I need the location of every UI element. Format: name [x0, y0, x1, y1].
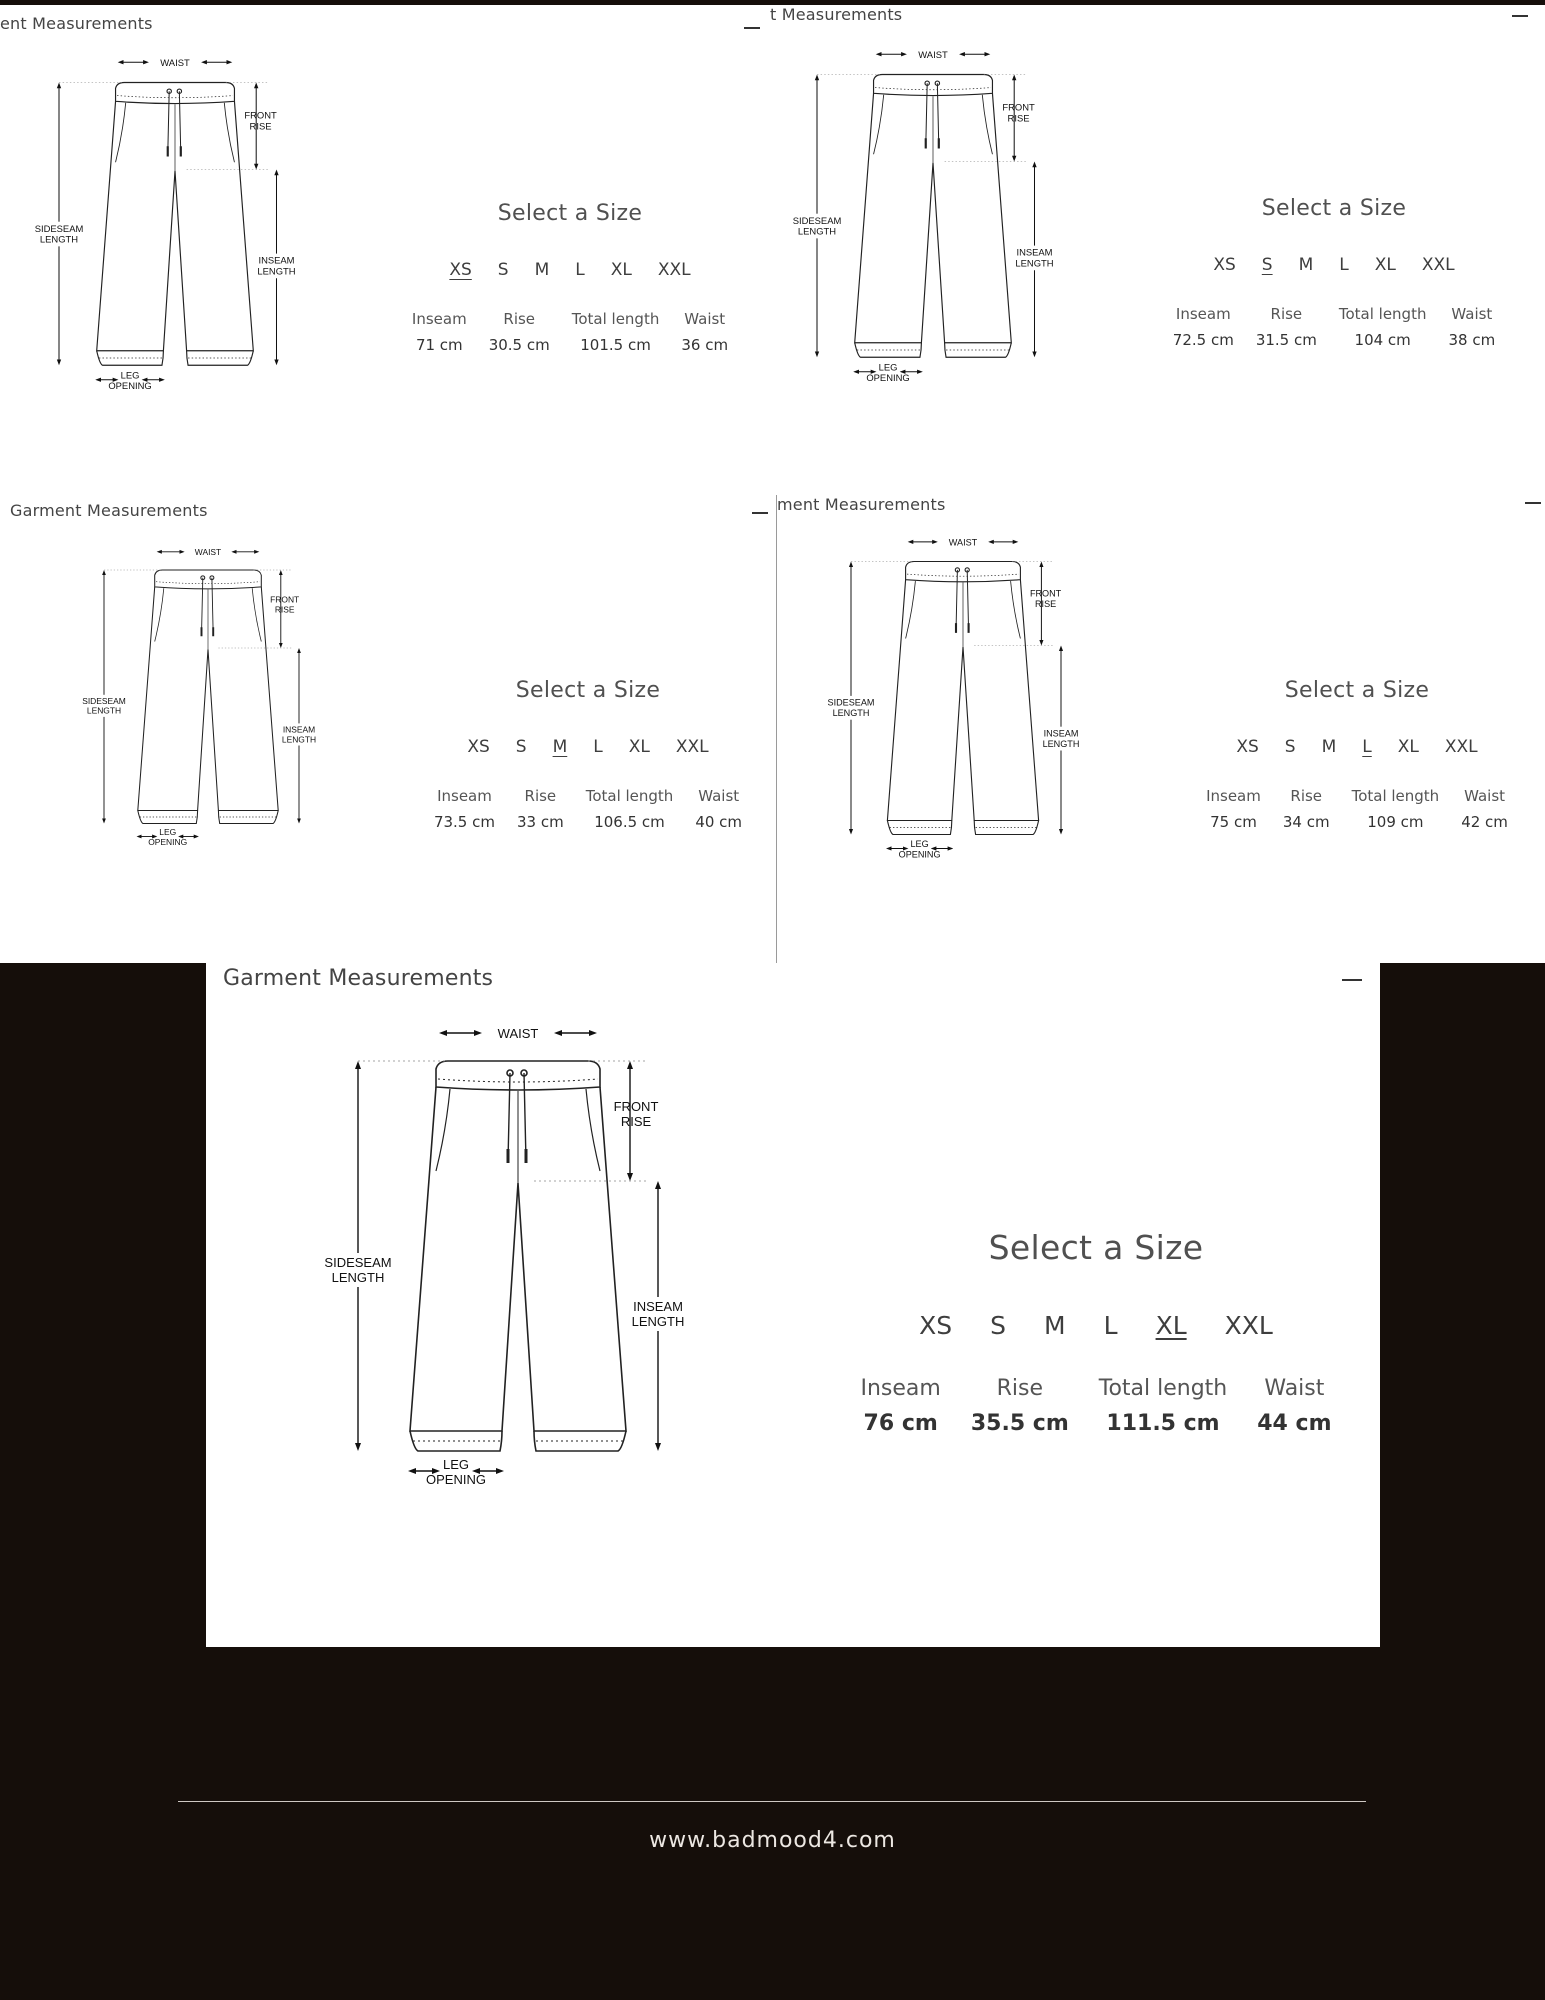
inseam-label: INSEAM — [282, 724, 316, 735]
waist-label: WAIST — [497, 1026, 539, 1041]
sideseam-label: LENGTH — [331, 1270, 385, 1285]
leg-opening-label: LEG — [878, 361, 898, 373]
leg-opening-label: OPENING — [108, 380, 152, 392]
measurements-table — [388, 787, 776, 831]
left-pocket — [155, 588, 164, 641]
left-pocket — [906, 581, 916, 638]
pants-diagram — [30, 51, 320, 491]
measurement-value: 104 cm — [1354, 331, 1411, 349]
measurement-total-length — [1341, 787, 1451, 831]
size-option-xs[interactable]: XS — [1236, 737, 1259, 757]
size-option-xxl[interactable]: XXL — [1421, 255, 1455, 275]
waist-label: WAIST — [918, 48, 948, 60]
waistband — [874, 75, 993, 96]
measurement-label: Waist — [1464, 787, 1506, 805]
measurement-label: Inseam — [860, 1376, 941, 1401]
inseam-label: INSEAM — [1043, 728, 1079, 739]
select-size-heading: Select a Size — [497, 201, 643, 226]
measurement-label: Total length — [585, 787, 674, 805]
front-rise-label: FRONT — [1002, 101, 1035, 113]
size-options — [370, 260, 764, 280]
measurement-inseam — [401, 310, 478, 354]
measurement-value: 34 cm — [1282, 813, 1330, 831]
drawstring — [508, 1073, 526, 1161]
select-size-heading: Select a Size — [1261, 196, 1407, 221]
size-option-m[interactable]: M — [552, 737, 568, 757]
pants-svg — [318, 1021, 718, 1621]
measurement-inseam — [846, 1376, 956, 1436]
front-rise-label: FRONT — [244, 109, 277, 121]
pants-outline — [97, 83, 254, 366]
select-size-heading: Select a Size — [1284, 678, 1430, 703]
measurement-value: 71 cm — [415, 336, 463, 354]
waistband — [155, 570, 262, 589]
measurement-label: Inseam — [411, 310, 467, 328]
right-pocket — [1011, 581, 1021, 638]
measurement-rise — [956, 1376, 1084, 1436]
waistband-stitch — [875, 88, 991, 90]
size-option-l[interactable]: L — [1339, 255, 1349, 275]
measurement-value: 42 cm — [1461, 813, 1508, 831]
size-options — [388, 737, 776, 757]
pants-diagram — [788, 43, 1078, 483]
size-options — [1134, 255, 1534, 275]
front-rise-label: RISE — [1007, 112, 1030, 124]
drawstring-tip — [926, 138, 939, 148]
sideseam-label: SIDESEAM — [827, 697, 875, 708]
sideseam-label: SIDESEAM — [34, 222, 84, 234]
waistband — [116, 83, 235, 104]
pants-outline — [138, 570, 278, 824]
leg-opening-label: LEG — [120, 369, 140, 381]
leg-opening-label: OPENING — [148, 836, 188, 847]
size-option-s[interactable]: S — [1261, 255, 1273, 275]
collapse-icon[interactable] — [752, 512, 768, 514]
size-selector — [370, 201, 764, 354]
measurement-inseam — [423, 787, 506, 831]
panel-title: Garment Measurements — [223, 966, 494, 991]
right-pocket — [982, 95, 992, 154]
guide-lines — [59, 83, 269, 170]
pants-svg — [788, 43, 1078, 483]
measurement-waist — [1437, 305, 1506, 349]
measurement-value: 33 cm — [516, 813, 564, 831]
website-link[interactable]: www.badmood4.com — [649, 1828, 896, 1853]
measurement-total-length — [561, 310, 671, 354]
measurements-panel-xl — [206, 963, 1380, 1647]
waist-label: WAIST — [948, 537, 978, 548]
measurements-panel-l — [777, 495, 1545, 963]
measurement-value: 109 cm — [1367, 813, 1424, 831]
size-option-l[interactable]: L — [1103, 1311, 1118, 1340]
sideseam-label: SIDESEAM — [324, 1255, 392, 1270]
measurement-rise — [478, 310, 561, 354]
size-selector — [388, 678, 776, 831]
sideseam-label: SIDESEAM — [82, 695, 126, 706]
size-option-xl[interactable]: XL — [628, 737, 650, 757]
drawstring — [202, 578, 214, 635]
measurement-label: Rise — [524, 787, 557, 805]
waistband-stitch — [117, 96, 233, 98]
waistband-stitch — [156, 582, 260, 584]
measurement-value: 31.5 cm — [1255, 331, 1317, 349]
waist-label: WAIST — [194, 547, 222, 558]
size-option-xl[interactable]: XL — [1397, 737, 1419, 757]
pants-svg — [823, 531, 1103, 956]
measurement-value: 73.5 cm — [433, 813, 495, 831]
pants-svg — [78, 539, 338, 939]
size-option-xxl[interactable]: XXL — [1444, 737, 1478, 757]
inseam-label: LENGTH — [281, 734, 317, 745]
measurement-waist — [1242, 1376, 1346, 1436]
drawstring — [926, 83, 939, 147]
leg-opening-label: OPENING — [426, 1472, 486, 1487]
guide-lines — [104, 570, 293, 648]
sideseam-label: LENGTH — [832, 708, 870, 719]
size-option-xxl[interactable]: XXL — [1224, 1311, 1273, 1340]
pants-outline — [887, 562, 1038, 835]
measurement-label: Rise — [996, 1376, 1043, 1401]
inseam-label: LENGTH — [257, 265, 296, 277]
front-rise-label: FRONT — [1029, 588, 1062, 599]
size-option-xxl[interactable]: XXL — [675, 737, 709, 757]
measurement-value: 44 cm — [1257, 1411, 1332, 1436]
pants-diagram — [318, 1021, 718, 1621]
measurement-inseam — [1195, 787, 1272, 831]
sideseam-label: LENGTH — [86, 705, 122, 716]
inseam-label: LENGTH — [631, 1314, 685, 1329]
size-option-l[interactable]: L — [1362, 737, 1372, 757]
waistband — [436, 1061, 600, 1090]
collapse-icon[interactable] — [1525, 502, 1541, 504]
drawstring-tip — [508, 1149, 526, 1163]
measurement-value: 106.5 cm — [594, 813, 665, 831]
size-option-m[interactable]: M — [1044, 1311, 1066, 1340]
measurement-label: Inseam — [1206, 787, 1261, 805]
measurement-value: 30.5 cm — [488, 336, 550, 354]
measurement-total-length — [1084, 1376, 1243, 1436]
front-rise-label: FRONT — [270, 594, 300, 605]
waistband-stitch — [907, 574, 1019, 576]
collapse-icon[interactable] — [1342, 979, 1362, 981]
drawstring-tip — [168, 146, 181, 156]
measurements-panel-s — [764, 5, 1545, 495]
measurement-rise — [1245, 305, 1328, 349]
leg-opening-label: OPENING — [898, 849, 941, 860]
measurement-waist — [684, 787, 753, 831]
right-pocket — [224, 103, 234, 162]
measurements-table — [826, 1376, 1366, 1436]
measurements-table — [1157, 787, 1545, 831]
sideseam-label: LENGTH — [797, 225, 837, 237]
measurement-value: 75 cm — [1210, 813, 1257, 831]
measurements-table — [1134, 305, 1534, 349]
left-pocket — [436, 1089, 450, 1171]
measurement-value: 101.5 cm — [580, 336, 651, 354]
guide-lines — [358, 1061, 648, 1181]
measurement-label: Waist — [1264, 1376, 1325, 1401]
inseam-label: INSEAM — [1016, 246, 1053, 258]
measurement-value: 76 cm — [863, 1411, 938, 1436]
size-option-l[interactable]: L — [593, 737, 603, 757]
panel-title: t Measurements — [770, 5, 903, 24]
guide-lines — [817, 75, 1027, 162]
front-rise-label: RISE — [620, 1114, 652, 1129]
measurements-table — [370, 310, 764, 354]
pants-outline — [855, 75, 1012, 358]
size-option-l[interactable]: L — [575, 260, 585, 280]
front-rise-label: RISE — [249, 120, 272, 132]
size-option-m[interactable]: M — [1298, 255, 1314, 275]
measurement-total-length — [1328, 305, 1438, 349]
size-options — [826, 1311, 1366, 1340]
measurement-value: 111.5 cm — [1106, 1411, 1220, 1436]
sideseam-label: SIDESEAM — [792, 214, 842, 226]
pants-diagram — [78, 539, 338, 939]
leg-opening-label: LEG — [910, 839, 929, 850]
size-option-xl[interactable]: XL — [1374, 255, 1396, 275]
measurement-value: 35.5 cm — [970, 1411, 1069, 1436]
left-pocket — [116, 103, 126, 162]
size-option-s[interactable]: S — [1284, 737, 1296, 757]
leg-opening-label: OPENING — [866, 372, 910, 384]
measurement-label: Rise — [1290, 787, 1323, 805]
measurement-label: Total length — [571, 310, 660, 328]
drawstring-tip — [202, 627, 214, 636]
select-size-heading: Select a Size — [515, 678, 661, 703]
front-rise-label: RISE — [274, 604, 295, 615]
waist-label: WAIST — [160, 56, 190, 68]
measurement-label: Total length — [1098, 1376, 1228, 1401]
panel-title: Garment Measurements — [10, 501, 208, 520]
right-pocket — [252, 588, 261, 641]
measurement-rise — [1272, 787, 1341, 831]
size-options — [1157, 737, 1545, 757]
measurements-panel-m — [0, 495, 776, 963]
measurement-inseam — [1162, 305, 1245, 349]
size-option-xs[interactable]: XS — [467, 737, 490, 757]
size-option-s[interactable]: S — [497, 260, 509, 280]
collapse-icon[interactable] — [744, 27, 760, 29]
size-option-xs[interactable]: XS — [1213, 255, 1236, 275]
drawstring-tip — [956, 623, 969, 633]
drawstring — [956, 570, 969, 632]
measurement-label: Waist — [1451, 305, 1493, 323]
measurement-label: Rise — [1270, 305, 1303, 323]
measurement-label: Waist — [684, 310, 726, 328]
size-option-s[interactable]: S — [990, 1311, 1007, 1340]
size-selector — [1157, 678, 1545, 831]
panel-title: ent Measurements — [0, 14, 153, 33]
size-option-xs[interactable]: XS — [449, 260, 472, 280]
size-option-m[interactable]: M — [534, 260, 550, 280]
waistband-stitch — [438, 1079, 598, 1082]
select-size-heading: Select a Size — [988, 1228, 1204, 1267]
measurement-value: 40 cm — [695, 813, 743, 831]
inseam-label: INSEAM — [633, 1299, 683, 1314]
measurement-total-length — [575, 787, 685, 831]
sideseam-label: LENGTH — [39, 233, 79, 245]
measurement-value: 36 cm — [681, 336, 729, 354]
pants-diagram — [823, 531, 1103, 956]
measurement-waist — [670, 310, 739, 354]
leg-opening-label: LEG — [159, 827, 177, 838]
measurement-value: 38 cm — [1448, 331, 1496, 349]
guide-lines — [851, 562, 1057, 646]
right-pocket — [586, 1089, 600, 1171]
measurement-label: Inseam — [1175, 305, 1231, 323]
left-pocket — [874, 95, 884, 154]
inseam-label: INSEAM — [258, 254, 295, 266]
panel-title: ment Measurements — [777, 495, 946, 514]
footer-divider — [178, 1801, 1366, 1802]
measurement-value: 72.5 cm — [1172, 331, 1234, 349]
inseam-label: LENGTH — [1015, 257, 1054, 269]
size-option-xl[interactable]: XL — [1155, 1311, 1187, 1340]
measurement-label: Inseam — [437, 787, 492, 805]
measurement-label: Total length — [1351, 787, 1440, 805]
size-selector — [826, 1228, 1366, 1436]
pants-outline — [410, 1061, 626, 1451]
drawstring — [168, 91, 181, 155]
size-option-m[interactable]: M — [1321, 737, 1337, 757]
front-rise-label: FRONT — [613, 1099, 659, 1114]
waistband — [906, 562, 1021, 582]
collapse-icon[interactable] — [1512, 15, 1528, 17]
measurement-label: Rise — [503, 310, 536, 328]
size-option-xs[interactable]: XS — [919, 1311, 953, 1340]
size-option-xxl[interactable]: XXL — [657, 260, 691, 280]
front-rise-label: RISE — [1034, 599, 1057, 609]
size-option-xl[interactable]: XL — [610, 260, 632, 280]
measurements-panel-xs — [0, 5, 764, 495]
size-option-s[interactable]: S — [515, 737, 527, 757]
measurement-rise — [506, 787, 575, 831]
inseam-label: LENGTH — [1042, 739, 1080, 749]
size-selector — [1134, 196, 1534, 349]
measurement-waist — [1450, 787, 1519, 831]
pants-svg — [30, 51, 320, 491]
measurement-label: Total length — [1338, 305, 1427, 323]
leg-opening-label: LEG — [442, 1457, 470, 1472]
measurement-label: Waist — [698, 787, 740, 805]
